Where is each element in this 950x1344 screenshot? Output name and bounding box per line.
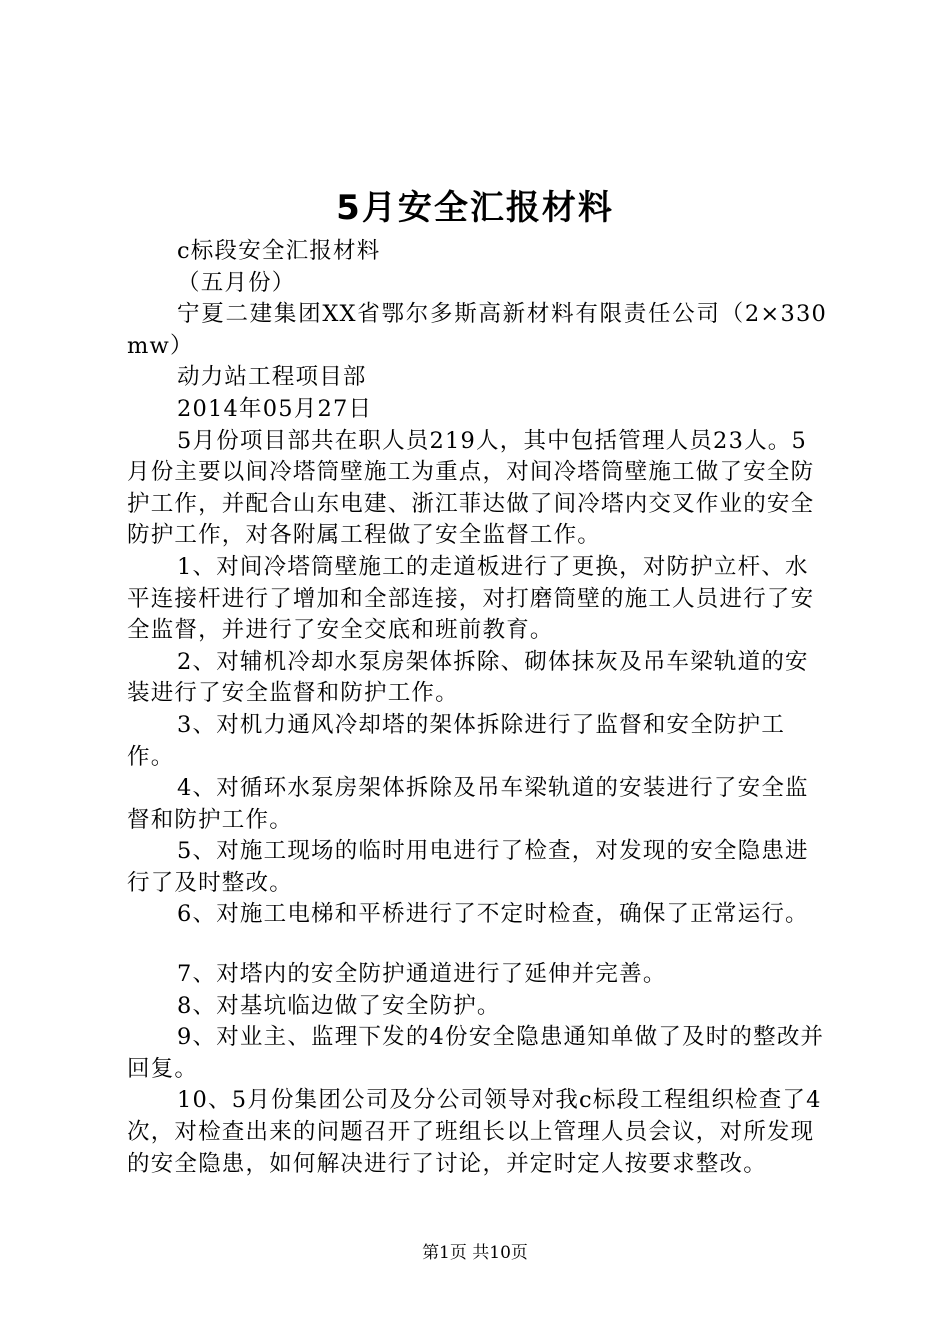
paragraph-company: 宁夏二建集团XX省鄂尔多斯高新材料有限责任公司（2×330mw） xyxy=(127,301,827,359)
paragraph-gap xyxy=(127,931,827,959)
paragraph-item-8: 8、对基坑临边做了安全防护。 xyxy=(177,992,501,1019)
paragraph-item-6: 6、对施工电梯和平桥进行了不定时检查，确保了正常运行。 xyxy=(177,901,809,928)
paragraph-department: 动力站工程项目部 xyxy=(177,364,367,391)
paragraph-item-4: 4、对循环水泵房架体拆除及吊车梁轨道的安装进行了安全监督和防护工作。 xyxy=(127,775,809,833)
paragraph-item-3: 3、对机力通风冷却塔的架体拆除进行了监督和安全防护工作。 xyxy=(127,711,786,770)
paragraph-item-5: 5、对施工现场的临时用电进行了检查，对发现的安全隐患进行了及时整改。 xyxy=(127,838,809,896)
paragraph-item-2: 2、对辅机冷却水泵房架体拆除、砌体抹灰及吊车梁轨道的安装进行了安全监督和防护工作。 xyxy=(127,648,809,707)
page-footer: 第1页 共10页 xyxy=(422,1243,528,1263)
paragraph-subtitle: c标段安全汇报材料 xyxy=(177,238,381,264)
paragraph-item-1: 1、对间冷塔筒壁施工的走道板进行了更换，对防护立杆、水平连接杆进行了增加和全部连接，对打磨筒壁的施工人员进行了安全监督，并进行了安全交底和班前教育。 xyxy=(127,553,815,644)
paragraph-summary: 5月份项目部共在职人员219人，其中包括管理人员23人。5月份主要以间冷塔筒壁施工为重点，对间冷塔筒壁施工做了安全防护工作，并配合山东电建、浙江菲达做了间冷塔内交叉作业的安全防护工作，对各附属工程做了安全监督工作。 xyxy=(127,427,815,549)
paragraph-item-10: 10、5月份集团公司及分公司领导对我c标段工程组织检查了4次，对检查出来的问题召开了班组长以上管理人员会议，对所发现的安全隐患，如何解决进行了讨论，并定时定人按要求整改。 xyxy=(127,1087,822,1177)
paragraph-item-9: 9、对业主、监理下发的4份安全隐患通知单做了及时的整改并回复。 xyxy=(127,1024,825,1082)
document-title: 5月安全汇报材料 xyxy=(336,188,614,228)
paragraph-month: （五月份） xyxy=(177,269,296,296)
paragraph-item-7: 7、对塔内的安全防护通道进行了延伸并完善。 xyxy=(177,961,667,988)
paragraph-date: 2014年05月27日 xyxy=(177,395,373,422)
document-body xyxy=(127,236,827,1180)
